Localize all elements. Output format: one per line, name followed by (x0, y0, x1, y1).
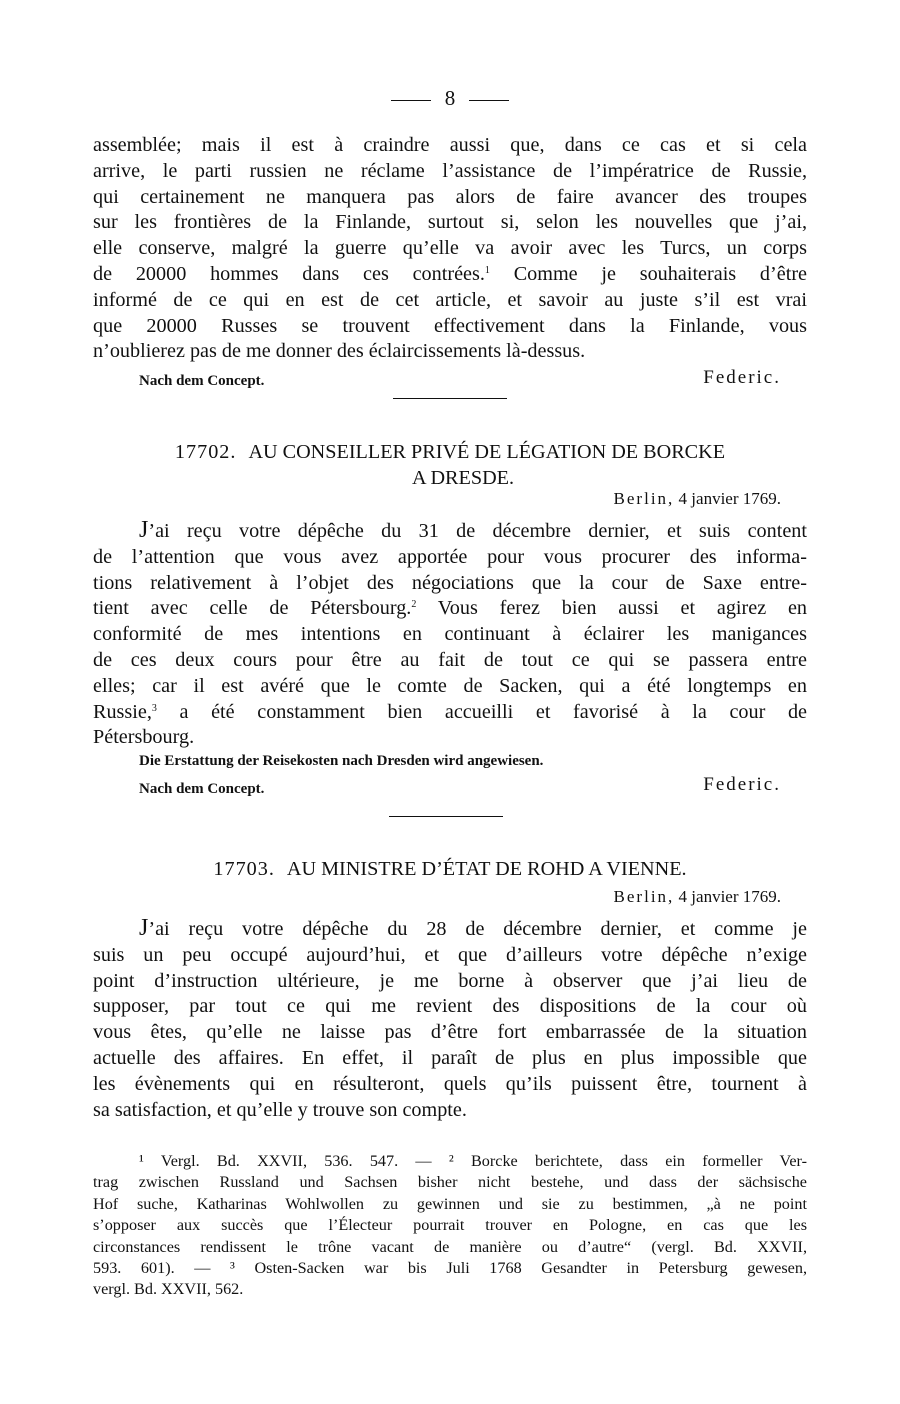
text-line: de ces deux cours pour être au fait de tout ce qui se passera entre (93, 648, 807, 671)
footnote-ref: 2 (411, 599, 417, 611)
text-line: sur les frontières de la Finlande, surtout si, selon les nouvelles que j’ai, (93, 211, 807, 234)
signature: Federic. (703, 367, 781, 388)
letter-title: AU MINISTRE D’ÉTAT DE ROHD A VIENNE. (286, 858, 687, 880)
footnote-line: vergl. Bd. XXVII, 562. (93, 1280, 244, 1299)
text-line: elles; car il est avéré que le comte de Sacken, qui a été longtemps en (93, 674, 807, 697)
footnote-ref: 1 (484, 264, 490, 276)
text-line: Russie,$^3$ a été constamment bien accueilli et favorisé à la cour de (93, 700, 808, 723)
footnote-ref: 3 (151, 702, 157, 714)
text-line: sa satisfaction, et qu’elle y trouve son compte. (93, 1098, 467, 1121)
letter-number: 17702. (174, 441, 237, 463)
text-line: Pétersbourg. (93, 726, 195, 749)
letter-number: 17703. (213, 858, 275, 880)
text-line: actuelle des affaires. En effet, il paraît de plus en plus impossible que (93, 1046, 807, 1069)
text-line: que 20000 Russes se trouvent effectivement dans la Finlande, vous (93, 314, 807, 337)
footnote-line: s’opposer aux succès que l’Électeur pourrait trouver en Pologne, en cas que les (93, 1216, 807, 1235)
dash-left (391, 100, 431, 101)
footnote-line: trag zwischen Russland und Sachsen bisher nicht bestehe, und dass der sächsische (93, 1173, 807, 1192)
letter-title: AU CONSEILLER PRIVÉ DE LÉGATION DE BORCKE (248, 441, 726, 463)
text-line: vous êtes, qu’elle ne laisse pas d’être fort embarrassée de la situation (93, 1021, 807, 1044)
letter-body (93, 518, 807, 751)
footnotes (93, 1151, 807, 1301)
text-line: conformité de mes intentions en continuant à éclairer les manigances (93, 623, 807, 646)
text-line: qui certainement ne manquera pas alors de faire avancer des troupes (93, 185, 807, 208)
text-line: point d’instruction ultérieure, je me borne à observer que j’ai lieu de (93, 969, 807, 992)
text-line: arrive, le parti russien ne réclame l’assistance de l’impératrice de Russie, (93, 159, 807, 182)
footnote-line: 593. 601). — ³ Osten-Sacken war bis Juli 1768 Gesandter in Petersburg gewesen, (93, 1259, 807, 1278)
dateline: Berlin, 4 janvier 1769. (613, 887, 781, 906)
text-line: suis un peu occupé aujourd’hui, et que d’ailleurs votre dépêche n’exige (93, 943, 807, 966)
text-line: elle conserve, malgré la guerre qu’elle va avoir avec les Turcs, un corps (93, 237, 807, 260)
text-line: de 20000 hommes dans ces contrées.$^1$ Comme je souhaiterais d’être (93, 262, 808, 285)
text-line: J’ai reçu votre dépêche du 31 de décembre dernier, et suis content (139, 517, 807, 543)
source-note: Nach dem Concept. (139, 781, 265, 797)
text-line: supposer, par tout ce qui me revient des dispositions de la cour où (93, 995, 807, 1018)
separator-rule (389, 816, 503, 817)
text-line: J’ai reçu votre dépêche du 28 de décembre dernier, et comme je (139, 915, 807, 941)
text-line: tient avec celle de Pétersbourg.$^2$ Vous ferez bien aussi et agirez en (93, 597, 808, 620)
text-line: les évènements qui en résulteront, quels qu’ils puissent être, tournent à (93, 1072, 807, 1095)
footnote-line: Hof suche, Katharinas Wohlwollen zu gewinnen und sie zu bestimmen, „à ne point (93, 1194, 807, 1213)
text-line: assemblée; mais il est à craindre aussi que, dans ce cas et si cela (93, 134, 807, 156)
footnote-line: ¹ Vergl. Bd. XXVII, 536. 547. — ² Borcke berichtete, dass ein formeller Ver- (139, 1152, 807, 1170)
letter-heading (93, 439, 807, 491)
separator-rule (393, 398, 507, 399)
letter-heading (93, 856, 807, 882)
dateline: Berlin, 4 janvier 1769. (613, 489, 781, 508)
text-line: n’oublierez pas de me donner des éclaircissements là-dessus. (93, 340, 586, 363)
text-line: tions relativement à l’objet des négociations que la cour de Saxe entre- (93, 571, 807, 594)
page-number: 8 (93, 86, 807, 111)
text-line: informé de ce qui en est de cet article, et savoir au juste s’il est vrai (93, 288, 807, 311)
dash-right (469, 100, 509, 101)
editorial-note: Die Erstattung der Reisekosten nach Dresden wird angewiesen. (139, 753, 544, 769)
letter-title-line2: A DRESDE. (411, 467, 515, 489)
signature: Federic. (703, 774, 781, 795)
letter-body (93, 916, 807, 1123)
letter-continuation (93, 133, 807, 365)
source-note: Nach dem Concept. (139, 373, 265, 389)
text-line: de l’attention que vous avez apportée pour vous procurer des informa- (93, 545, 807, 568)
footnote-line: circonstances rendissent le trône vacant de manière ou d’autre“ (vergl. Bd. XXVII, (93, 1237, 807, 1256)
